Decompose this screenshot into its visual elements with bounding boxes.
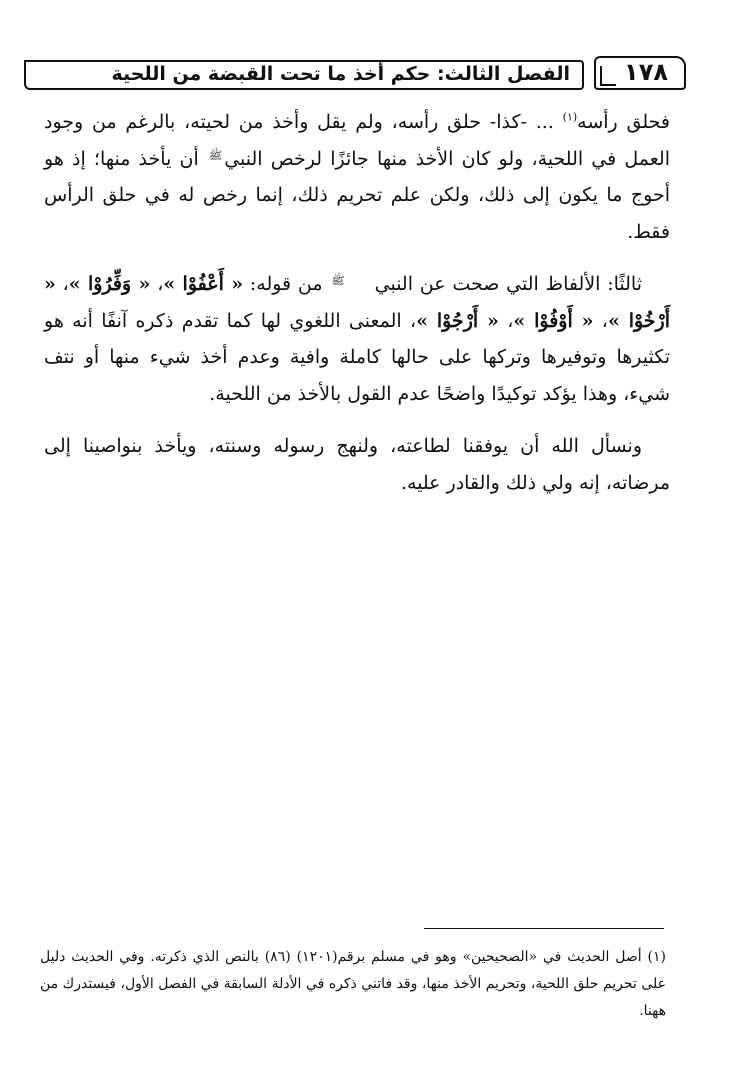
p2-sep-c: ، <box>150 273 164 295</box>
main-text <box>44 104 670 517</box>
p1-text-a: فحلق رأسه <box>577 111 670 133</box>
hadith-word-2: « وَفِّرُوْا » <box>68 273 151 295</box>
p2-text-b: من قوله: <box>243 273 330 295</box>
page-number-frame <box>594 56 686 90</box>
paragraph-1: فحلق رأسه$^{(١)}$ ... -كذا- حلق رأسه، ولم يقل وأخذ من لحيته، بالرغم من وجود العمل في اللحية، ولو كان الأخذ منها جائزًا لرخص النبيﷺ أن يأخذ منها؛ إذ هو أحوج ما يكون إلى ذلك، ولكن علم تحريم ذلك، إنما رخص له في حلق الرأس فقط. <box>44 110 670 243</box>
p2-sep-f: ، <box>498 309 514 332</box>
p1-text-c: أن يأخذ منها؛ إذ هو أحوج ما يكون إلى ذلك، ولكن علم تحريم ذلك، إنما رخص له في حلق الرأس فقط. <box>44 147 670 243</box>
frame-hook-ornament <box>600 66 616 86</box>
chapter-title: الفصل الثالث: حكم أخذ ما تحت القبضة من اللحية <box>111 63 570 85</box>
p1-text-b: ... -كذا- حلق رأسه، ولم يقل وأخذ من لحيته، بالرغم من وجود العمل في اللحية، ولو كان الأخذ منها جائزًا لرخص النبي <box>44 111 670 170</box>
p2-sep-e: ، <box>593 309 608 332</box>
paragraph-2: ثالثًا: الألفاظ التي صحت عن النبيﷺ من قوله: « أَعْفُوْا »، « وَفِّرُوْا »، « أَرْخُوْا »، « أَوْفُوْا »، « أَرْجُوْا »، المعنى اللغوي لها كما تقدم ذكره آنفًا أنه هو تكثيرها وتوفيرها وتركها على حالها كاملة وافية وعدم أخذ شيء منها أو نتف شيء، وهذا يؤكد توكيدًا واضحًا عدم القول بالأخذ من اللحية. <box>44 273 670 405</box>
chapter-title-frame <box>24 60 584 90</box>
hadith-word-3: « أَرْخُوْا » <box>44 273 670 332</box>
hadith-word-5: « أَرْجُوْا » <box>416 309 499 332</box>
footnote-text: (١) أصل الحديث في «الصحيحين» وهو في مسلم برقم(١٢٠١) (٨٦) بالنص الذي ذكرته. وفي الحديث دليل على تحريم حلق اللحية، وتحريم الأخذ منها، وقد فاتني ذكره في الأدلة السابقة في الفصل الأول، فيستدرك من ههنا. <box>40 949 667 1019</box>
hadith-word-1: « أَعْفُوْا » <box>163 273 244 295</box>
page-number: ١٧٨ <box>624 58 668 86</box>
p2-text-g: ، المعنى اللغوي لها كما تقدم ذكره آنفًا أنه هو تكثيرها وتوفيرها وتركها على حالها كاملة وافية وعدم أخذ شيء منها أو نتف شيء، وهذا يؤكد توكيدًا واضحًا عدم القول بالأخذ من اللحية. <box>44 309 670 405</box>
footnote-reference: (١) <box>562 110 578 124</box>
p2-text-a: ثالثًا: الألفاظ التي صحت عن النبي <box>374 273 642 295</box>
footnote-divider <box>424 928 664 929</box>
page-header <box>24 56 684 92</box>
paragraph-3: ونسأل الله أن يوفقنا لطاعته، ولنهج رسوله وسنته، ويأخذ بنواصينا إلى مرضاته، إنه ولي ذلك والقادر عليه. <box>44 435 670 494</box>
hadith-word-4: « أَوْفُوْا » <box>513 309 594 332</box>
p2-sep-d: ، <box>55 273 69 295</box>
